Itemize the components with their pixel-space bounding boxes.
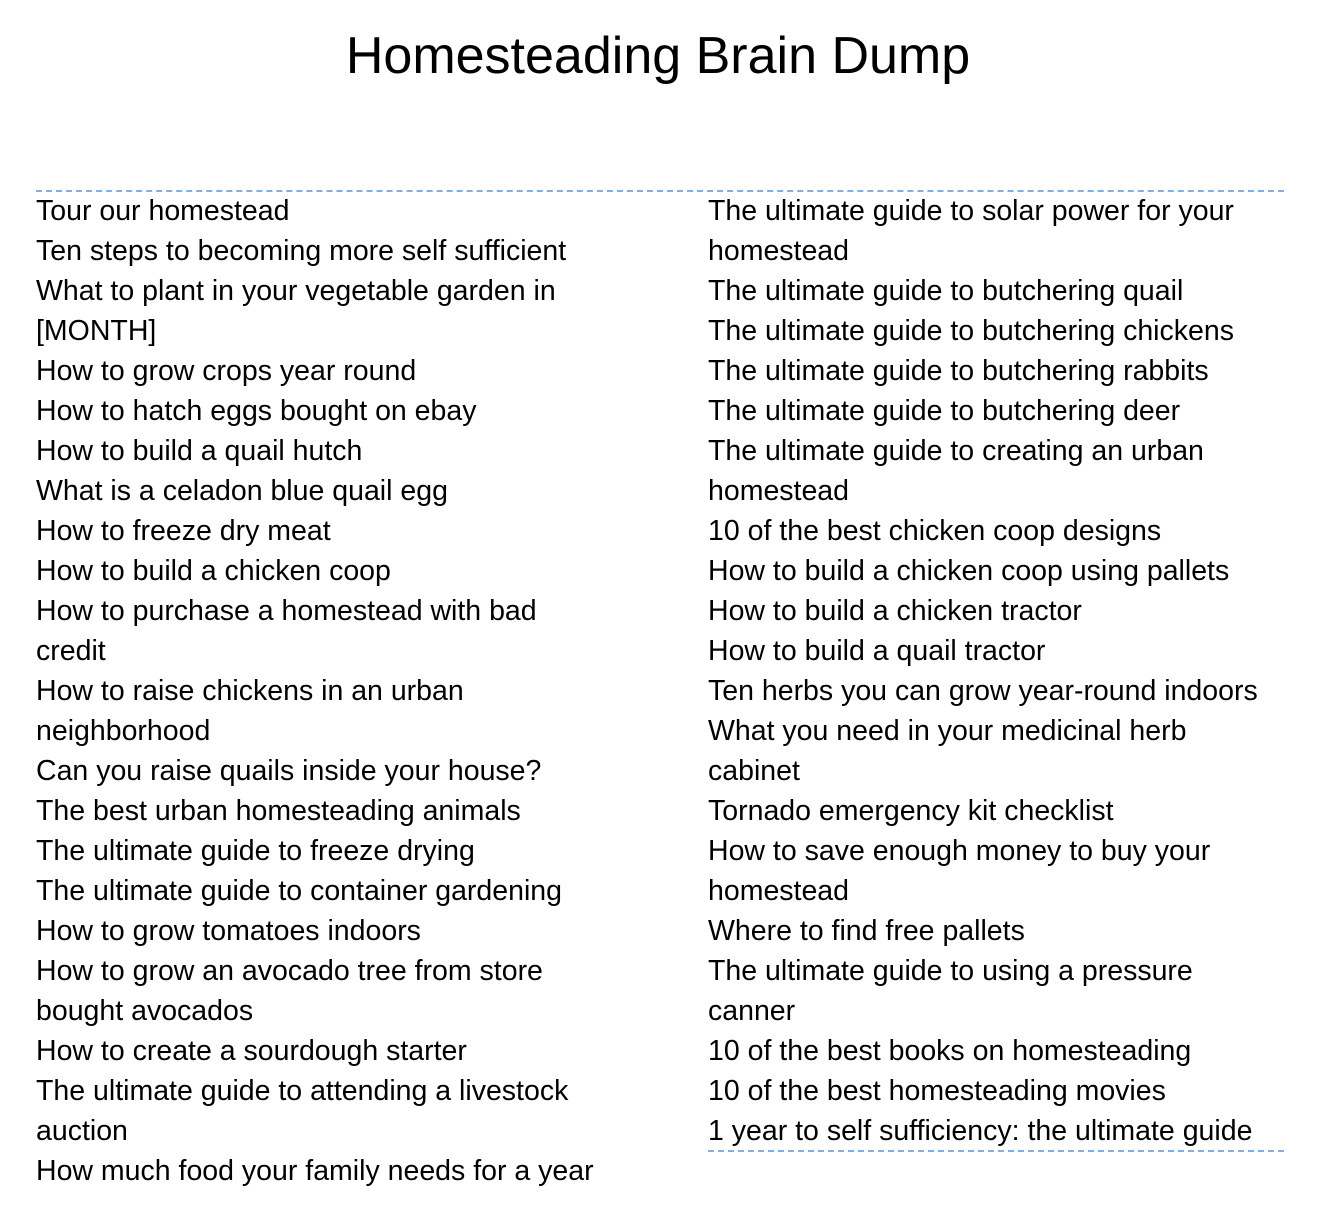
list-item: homestead — [708, 875, 850, 907]
list-item: The ultimate guide to freeze drying — [36, 835, 475, 867]
list-item: auction — [36, 1115, 128, 1147]
right-column-list — [708, 191, 1308, 1151]
list-item: Ten herbs you can grow year-round indoors — [708, 675, 1258, 707]
list-item: cabinet — [708, 755, 800, 787]
list-item: How to grow an avocado tree from store — [36, 955, 543, 987]
list-item: How to grow tomatoes indoors — [36, 915, 421, 947]
page-title: Homesteading Brain Dump — [345, 27, 971, 85]
list-item: The ultimate guide to attending a livestock — [36, 1075, 569, 1107]
list-item: 10 of the best books on homesteading — [708, 1035, 1192, 1067]
list-item: Tornado emergency kit checklist — [708, 795, 1114, 827]
list-item: homestead — [708, 235, 850, 267]
list-item: How to hatch eggs bought on ebay — [36, 395, 477, 427]
list-item: How to create a sourdough starter — [36, 1035, 467, 1067]
list-item: How to build a chicken coop using pallets — [708, 555, 1230, 587]
list-item: The ultimate guide to solar power for your — [708, 195, 1234, 227]
list-item: How to grow crops year round — [36, 355, 417, 387]
list-item: Ten steps to becoming more self sufficient — [36, 235, 567, 267]
left-column-list — [36, 191, 636, 1191]
list-item: How to build a chicken coop — [36, 555, 391, 587]
list-item: How much food your family needs for a year — [36, 1155, 594, 1187]
list-item: How to build a chicken tractor — [708, 595, 1082, 627]
list-item: How to build a quail tractor — [708, 635, 1046, 667]
list-item: The ultimate guide to butchering rabbits — [708, 355, 1209, 387]
list-item: How to build a quail hutch — [36, 435, 363, 467]
list-item: Tour our homestead — [36, 195, 290, 227]
list-item: Where to find free pallets — [708, 915, 1025, 947]
list-item: How to raise chickens in an urban — [36, 675, 464, 707]
list-item: How to purchase a homestead with bad — [36, 595, 537, 627]
list-item: credit — [36, 635, 106, 667]
list-item: How to freeze dry meat — [36, 515, 331, 547]
list-item: How to save enough money to buy your — [708, 835, 1211, 867]
list-item: bought avocados — [36, 995, 254, 1027]
list-item: [MONTH] — [36, 315, 157, 347]
section-divider-bottom — [708, 1150, 1284, 1152]
list-item: Can you raise quails inside your house? — [36, 755, 542, 787]
list-item: 10 of the best homesteading movies — [708, 1075, 1166, 1107]
list-item: canner — [708, 995, 796, 1027]
list-item: What you need in your medicinal herb — [708, 715, 1187, 747]
list-item: neighborhood — [36, 715, 211, 747]
list-item: The ultimate guide to using a pressure — [708, 955, 1193, 987]
list-item: homestead — [708, 475, 850, 507]
list-item: The ultimate guide to creating an urban — [708, 435, 1204, 467]
list-item: The ultimate guide to butchering chickens — [708, 315, 1234, 347]
list-item: The ultimate guide to butchering quail — [708, 275, 1184, 307]
list-item: What is a celadon blue quail egg — [36, 475, 448, 507]
list-item: The best urban homesteading animals — [36, 795, 521, 827]
list-item: 10 of the best chicken coop designs — [708, 515, 1162, 547]
list-item: The ultimate guide to butchering deer — [708, 395, 1181, 427]
list-item: The ultimate guide to container gardening — [36, 875, 563, 907]
list-item: What to plant in your vegetable garden in — [36, 275, 556, 307]
list-item: 1 year to self sufficiency: the ultimate guide — [708, 1115, 1253, 1147]
